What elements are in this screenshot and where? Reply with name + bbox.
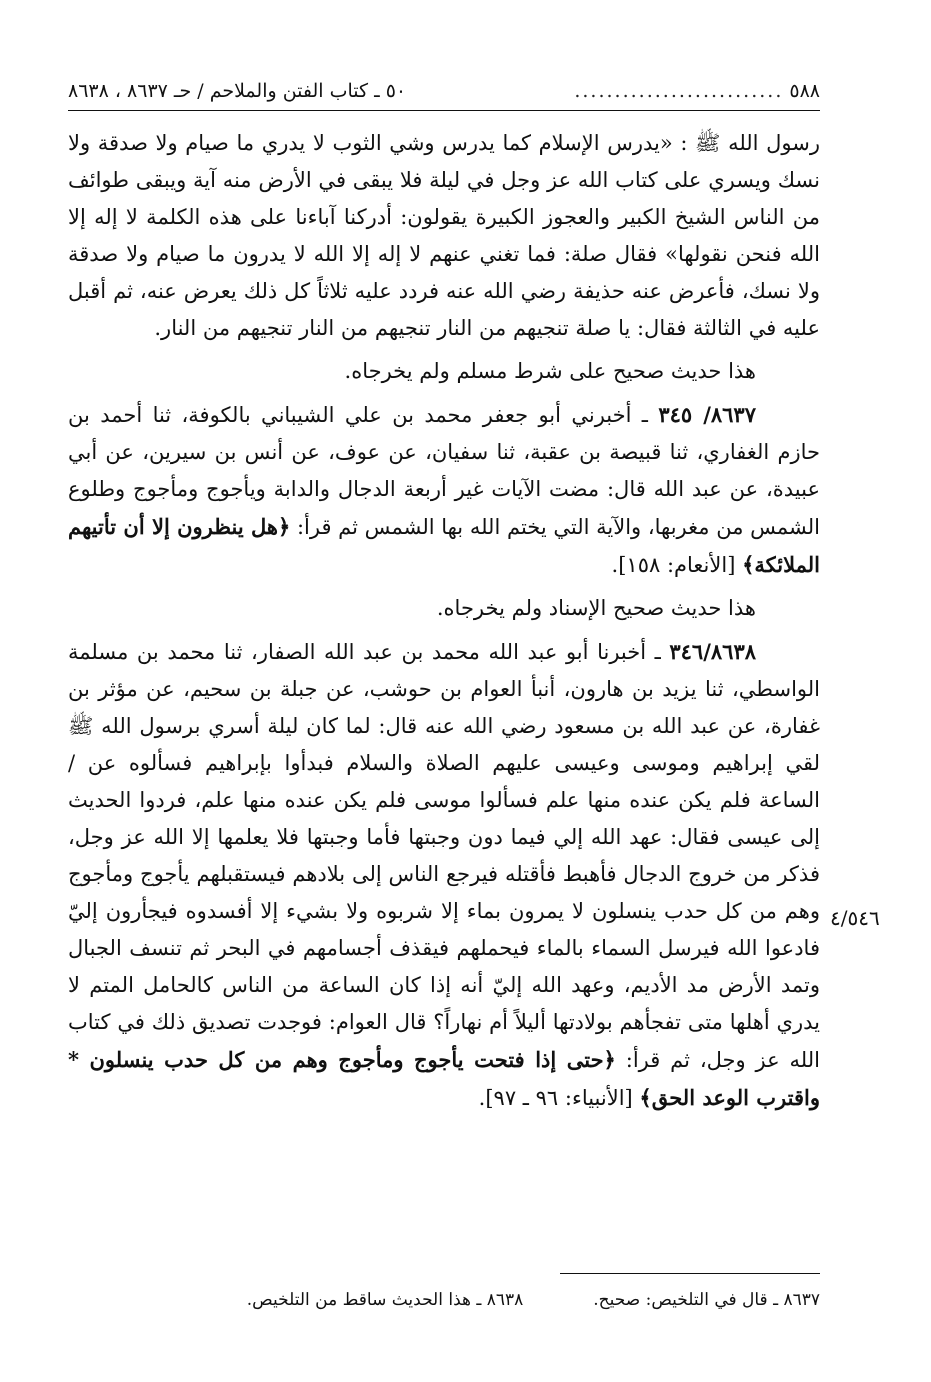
paragraph-continuation: رسول الله ﷺ : «يدرس الإسلام كما يدرس وشي الثوب لا يدري ما صيام ولا صدقة ولا نسك ويسري على كتاب الله عز وجل في ليلة فلا يبقى في الأرض منه آية ويبقى طوائف من الناس الشيخ الكبير والعجوز الكبيرة يقولون: أدركنا آباءنا على هذه الكلمة لا إله إلا الله فنحن نقولها» فقال صلة: فما تغني عنهم لا إله إلا الله لا يدرون ما صيام ولا صدقة ولا نسك، فأعرض عنه حذيفة رضي الله عنه فردد عليه ثلاثاً كل ذلك يعرض عنه، ثم أقبل عليه في الثالثة فقال: يا صلة تنجيهم من النار تنجيهم من النار تنجيهم من النار. — [68, 131, 820, 340]
quran-quote-8637: ﴿هل ينظرون إلا أن تأتيهم الملائكة﴾ — [68, 514, 820, 577]
quran-ref-8637: [الأنعام: ١٥٨]. — [611, 553, 743, 577]
chapter-title: ٥٠ ـ كتاب الفتن والملاحم / حـ ٨٦٣٧ ، ٨٦٣٨ — [68, 80, 407, 102]
hadith-8637 — [68, 396, 820, 584]
footnote-8637: ٨٦٣٧ ـ قال في التلخيص: صحيح. — [593, 1290, 820, 1310]
verdict-8637: هذا حديث صحيح الإسناد ولم يخرجاه. — [436, 596, 756, 620]
hadith-8638-text: ـ أخبرنا أبو عبد الله محمد بن عبد الله الصفار، ثنا محمد بن مسلمة الواسطي، ثنا يزيد بن هارون، أنبأ العوام بن حوشب، عن جبلة بن سحيم، عن مؤثر بن غفارة، عن عبد الله بن مسعود رضي الله عنه قال: لما كان ليلة أسري برسول الله ﷺ لقي إبراهيم وموسى وعيسى عليهم الصلاة والسلام فبدأوا بإبراهيم فسألوه عن / الساعة فلم يكن عنده منها علم فسألوا موسى فلم يكن عنده منها علم، فردوا الحديث إلى عيسى فقال: عهد الله إلي فيما دون وجبتها فأما وجبتها فلا يعلمها إلا الله عز وجل، فذكر من خروج الدجال فأهبط فأقتله فيرجع الناس إلى بلادهم فيستقبلهم يأجوج ومأجوج وهم من كل حدب ينسلون لا يمرون بماء إلا شربوه ولا بشيء إلا أفسدوه فيجأرون إليّ فادعوا الله فيرسل السماء بالماء فيحملهم فيقذف أجسامهم في البحر ثم تنسف الجبال وتمد الأرض مد الأديم، وعهد الله إليّ أنه إذا كان الساعة من الناس كالحامل المتم لا يدري أهلها متى تفجأهم بولادتها أليلاً أم نهاراً؟ قال العوام: فوجدت تصديق ذلك في كتاب الله عز وجل، ثم قرأ: — [68, 640, 820, 1072]
quran-quote-8638: ﴿حتى إذا فتحت يأجوج ومأجوج وهم من كل حدب ينسلون * واقترب الوعد الحق﴾ — [68, 1047, 820, 1110]
running-head — [68, 78, 820, 104]
hadith-8638 — [68, 633, 820, 1117]
hadith-number-8637: ٨٦٣٧/ ٣٤٥ — [658, 402, 756, 427]
footnote-8638: ٨٦٣٨ ـ هذا الحديث ساقط من التلخيص. — [246, 1290, 524, 1310]
verdict-8636: هذا حديث صحيح على شرط مسلم ولم يخرجاه. — [344, 359, 756, 383]
header-dots: .......................... — [574, 80, 784, 102]
main-text — [68, 125, 820, 1117]
page-content — [68, 78, 820, 1117]
page-number: ٥٨٨ — [789, 80, 820, 102]
quran-ref-8638: [الأنبياء: ٩٦ ـ ٩٧]. — [478, 1086, 640, 1110]
margin-reference: ٤/٥٤٦ — [830, 906, 880, 930]
header-rule — [68, 110, 820, 111]
footnotes — [68, 1288, 820, 1312]
hadith-number-8638: ٣٤٦/٨٦٣٨ — [669, 639, 756, 664]
hadith-8637-text: ـ أخبرني أبو جعفر محمد بن علي الشيباني بالكوفة، ثنا أحمد بن حازم الغفاري، ثنا قبيصة بن عقبة، ثنا سفيان، عن عوف، عن أنس بن سيرين، عن أبي عبيدة، عن عبد الله قال: مضت الآيات غير أربعة الدجال والدابة ويأجوج ومأجوج وطلوع الشمس من مغربها، والآية التي يختم الله بها الشمس ثم قرأ: — [68, 403, 821, 539]
footnote-rule — [560, 1273, 820, 1274]
